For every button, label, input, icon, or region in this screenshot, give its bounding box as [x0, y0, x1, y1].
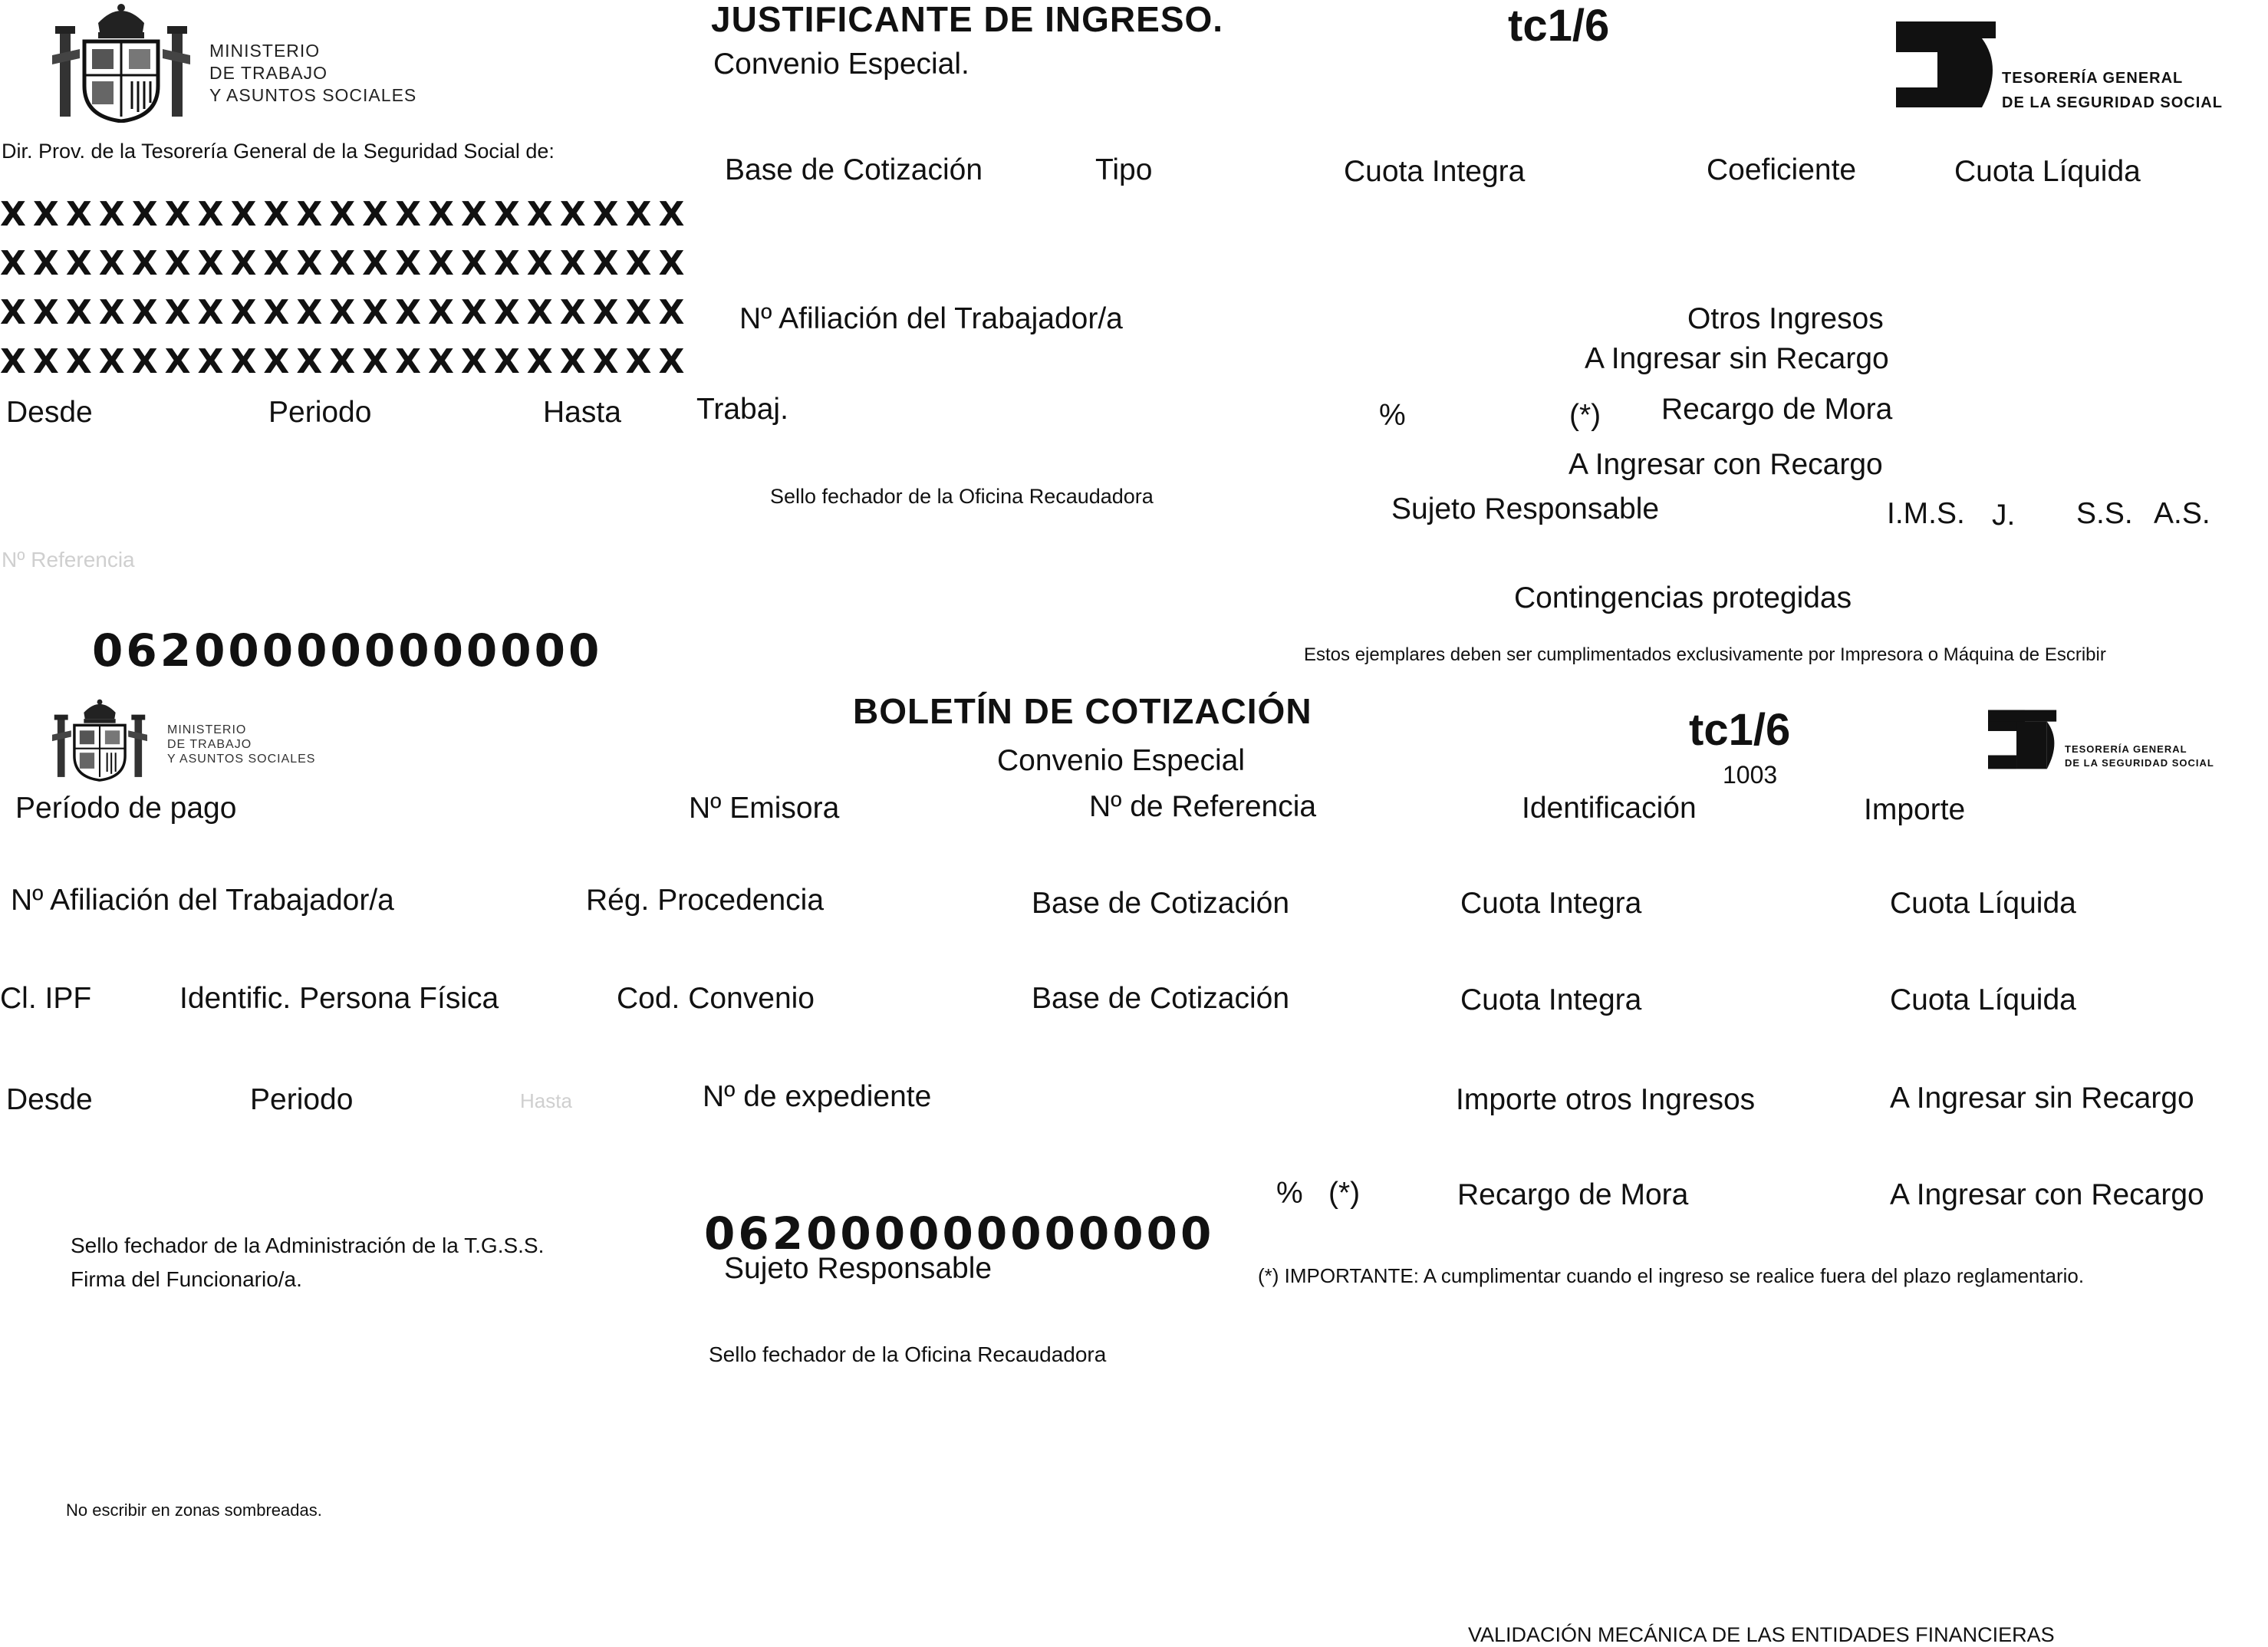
periodo-label: Periodo: [268, 396, 372, 429]
cuota-liquida-label: Cuota Líquida: [1954, 155, 2141, 188]
ministry-name-small: MINISTERIO DE TRABAJO Y ASUNTOS SOCIALES: [167, 723, 316, 766]
coeficiente-label: Coeficiente: [1707, 153, 1857, 186]
recargo-mora-label: Recargo de Mora: [1661, 393, 1893, 426]
boletin-subtitle: Convenio Especial: [997, 744, 1246, 777]
a-ingresar-sin-recargo-label: A Ingresar sin Recargo: [1585, 342, 1889, 375]
note-impresora: Estos ejemplares deben ser cumplimentados exclusivamente por Impresora o Máquina de Escribir: [1304, 644, 2106, 665]
asterisk-label: (*): [1569, 399, 1601, 432]
n-afiliacion-label: Nº Afiliación del Trabajador/a: [739, 302, 1123, 335]
cuota-liquida-label-2: Cuota Líquida: [1890, 983, 2076, 1016]
a-ingresar-con-recargo-label: A Ingresar con Recargo: [1569, 448, 1883, 481]
cod-convenio-label: Cod. Convenio: [617, 982, 815, 1015]
firma-funcionario-label: Firma del Funcionario/a.: [71, 1267, 302, 1291]
periodo-pago-label: Período de pago: [15, 792, 237, 825]
reference-number-boletin: 062000000000000: [704, 1207, 1215, 1260]
a-ingresar-sin-recargo-label-boletin: A Ingresar sin Recargo: [1890, 1082, 2194, 1115]
dir-prov-label: Dir. Prov. de la Tesorería General de la Seguridad Social de:: [2, 140, 555, 163]
masked-line: XXXXXXXXXXXXXXXXXXXXX: [0, 244, 692, 283]
boletin-title: BOLETÍN DE COTIZACIÓN: [853, 691, 1312, 731]
ims-label: I.M.S.: [1887, 497, 1965, 530]
tgss-logo: [1896, 21, 2003, 112]
n-expediente-label: Nº de expediente: [703, 1080, 932, 1113]
reference-number: 062000000000000: [92, 624, 603, 677]
n-referencia-faint-label: Nº Referencia: [2, 548, 135, 572]
periodo-label-boletin: Periodo: [250, 1083, 354, 1116]
cl-ipf-label: Cl. IPF: [0, 982, 92, 1015]
hasta-faint-label: Hasta: [520, 1089, 572, 1112]
cuota-integra-label-2: Cuota Integra: [1460, 983, 1642, 1016]
sello-admin-label: Sello fechador de la Administración de la T.G.S.S.: [71, 1234, 545, 1257]
cuota-integra-label-1: Cuota Integra: [1460, 887, 1642, 920]
masked-line: XXXXXXXXXXXXXXXXXXXXX: [0, 195, 692, 234]
a-ingresar-con-recargo-label-boletin: A Ingresar con Recargo: [1890, 1178, 2204, 1211]
percent-label: %: [1379, 399, 1406, 432]
importante-note: (*) IMPORTANTE: A cumplimentar cuando el ingreso se realice fuera del plazo reglamentario.: [1258, 1264, 2085, 1287]
tgss-name-small: TESORERÍA GENERAL DE LA SEGURIDAD SOCIAL: [2065, 743, 2214, 769]
asterisk-label-boletin: (*): [1328, 1177, 1361, 1210]
otros-ingresos-label: Otros Ingresos: [1687, 302, 1884, 335]
trabaj-label: Trabaj.: [696, 393, 788, 426]
boletin-model-code: tc1/6: [1689, 705, 1791, 755]
n-afiliacion-label-boletin: Nº Afiliación del Trabajador/a: [11, 884, 394, 917]
recargo-mora-label-boletin: Recargo de Mora: [1457, 1178, 1689, 1211]
masked-line: XXXXXXXXXXXXXXXXXXXXX: [0, 293, 692, 332]
boletin-model-number: 1003: [1723, 761, 1778, 789]
j-label: J.: [1992, 499, 2016, 532]
cuota-integra-label: Cuota Integra: [1344, 155, 1526, 188]
no-escribir-note: No escribir en zonas sombreadas.: [66, 1500, 322, 1520]
justificante-subtitle: Convenio Especial.: [713, 48, 969, 81]
sello-oficina-label: Sello fechador de la Oficina Recaudadora: [770, 485, 1154, 508]
cuota-liquida-label-1: Cuota Líquida: [1890, 887, 2076, 920]
sujeto-responsable-label-boletin: Sujeto Responsable: [724, 1252, 992, 1285]
hasta-label: Hasta: [543, 396, 621, 429]
tgss-logo-small: [1988, 706, 2062, 776]
coat-of-arms-emblem-small: [52, 693, 147, 786]
n-emisora-label: Nº Emisora: [689, 792, 840, 825]
base-cotizacion-label: Base de Cotización: [725, 153, 983, 186]
desde-label: Desde: [6, 396, 93, 429]
base-cotizacion-label-2: Base de Cotización: [1032, 982, 1290, 1015]
base-cotizacion-label-1: Base de Cotización: [1032, 887, 1290, 920]
reg-procedencia-label: Rég. Procedencia: [586, 884, 825, 917]
importe-otros-label: Importe otros Ingresos: [1456, 1083, 1756, 1116]
as-label: A.S.: [2154, 497, 2210, 530]
contingencias-label: Contingencias protegidas: [1514, 581, 1852, 614]
percent-label-boletin: %: [1276, 1177, 1303, 1210]
masked-line: XXXXXXXXXXXXXXXXXXXXX: [0, 342, 692, 381]
tipo-label: Tipo: [1095, 153, 1153, 186]
validacion-label: VALIDACIÓN MECÁNICA DE LAS ENTIDADES FINANCIERAS: [1468, 1623, 2055, 1646]
model-code: tc1/6: [1508, 1, 1610, 51]
coat-of-arms-emblem: [52, 2, 190, 123]
identificacion-label: Identificación: [1522, 792, 1697, 825]
justificante-title: JUSTIFICANTE DE INGRESO.: [711, 0, 1224, 39]
sujeto-responsable-label: Sujeto Responsable: [1391, 492, 1660, 525]
importe-label: Importe: [1864, 793, 1966, 826]
sello-oficina-label-boletin: Sello fechador de la Oficina Recaudadora: [709, 1342, 1107, 1366]
ministry-name: MINISTERIO DE TRABAJO Y ASUNTOS SOCIALES: [209, 41, 417, 105]
n-de-referencia-label: Nº de Referencia: [1089, 790, 1317, 823]
desde-label-boletin: Desde: [6, 1083, 93, 1116]
ss-label: S.S.: [2076, 497, 2133, 530]
masked-address-block: [0, 195, 691, 391]
tgss-name: TESORERÍA GENERAL DE LA SEGURIDAD SOCIAL: [2002, 70, 2223, 111]
identific-persona-label: Identific. Persona Física: [179, 982, 499, 1015]
